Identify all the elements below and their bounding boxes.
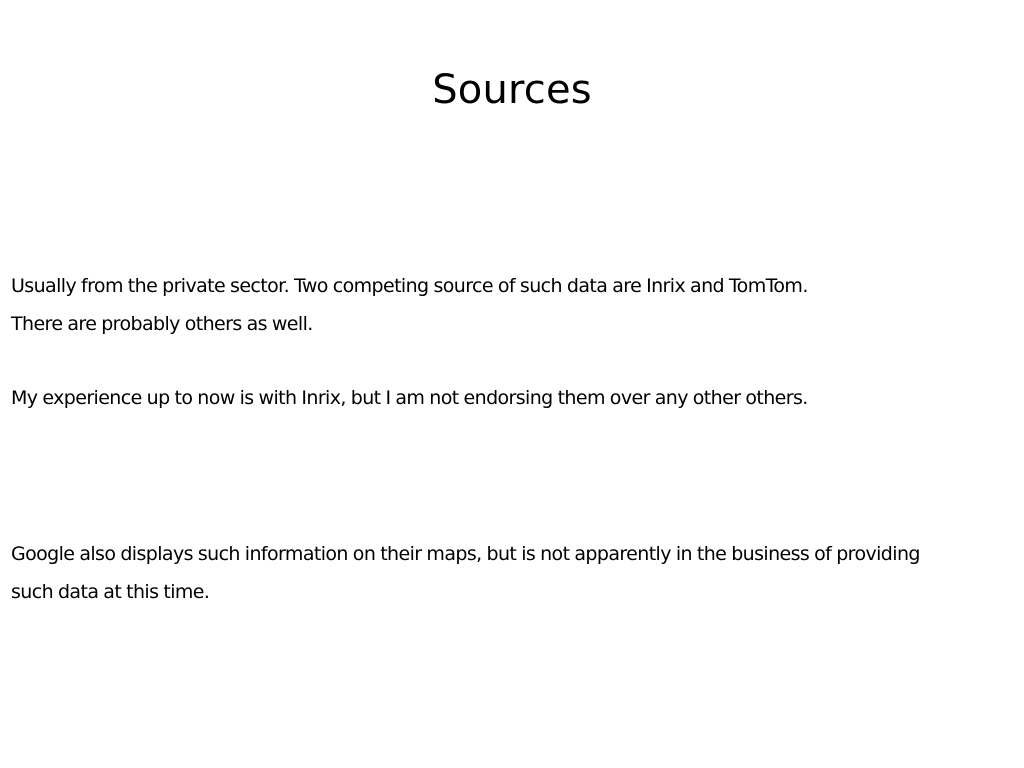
paragraph-line: Usually from the private sector. Two competing source of such data are Inrix and TomTom.: [11, 275, 808, 297]
paragraph-experience: [11, 379, 1011, 417]
paragraph-line: My experience up to now is with Inrix, but I am not endorsing them over any other others.: [11, 387, 808, 409]
paragraph-line: Google also displays such information on their maps, but is not apparently in the business of providing: [11, 543, 920, 565]
slide-title: Sources: [432, 67, 592, 113]
paragraph-line: There are probably others as well.: [11, 313, 313, 335]
paragraph-google: [11, 535, 1011, 611]
paragraph-private-sector: [11, 267, 1011, 343]
paragraph-line: such data at this time.: [11, 581, 210, 603]
